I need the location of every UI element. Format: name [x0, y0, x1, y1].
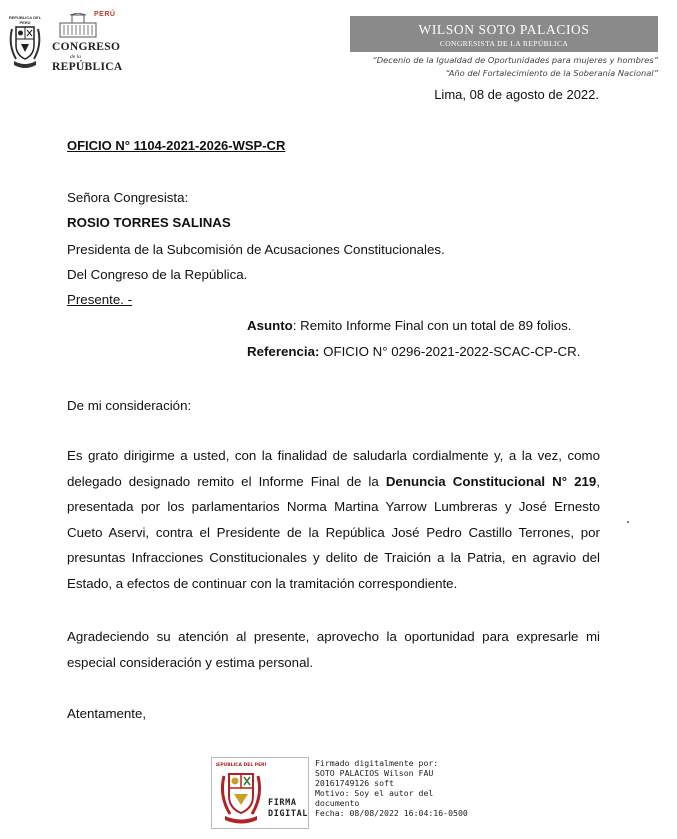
- recipient-role: Presidenta de la Subcomisión de Acusaciones Constitucionales.: [67, 242, 445, 257]
- body-paragraph-2: Agradeciendo su atención al presente, aprovecho la oportunidad para expresarle mi especial consideración y estima personal.: [67, 629, 600, 670]
- banner-subtitle: CONGRESISTA DE LA REPÚBLICA: [439, 39, 569, 48]
- recipient-name: ROSIO TORRES SALINAS: [67, 215, 231, 230]
- peru-crest-icon: [6, 15, 44, 73]
- asunto-line: [247, 318, 571, 333]
- signature-motivo-2: documento: [315, 798, 360, 808]
- referencia-line: [247, 344, 580, 359]
- stamp-caption: REPÚBLICA DEL PERÚ: [216, 763, 266, 768]
- oficio-reference-code: OFICIO N° 1104-2021-2026-WSP-CR: [67, 138, 286, 153]
- stamp-label-firma: FIRMA: [268, 798, 297, 808]
- congreso-logo: [52, 11, 124, 75]
- header-logos: [6, 11, 126, 77]
- stamp-label-digital: DIGITAL: [268, 809, 309, 819]
- congreso-word: CONGRESO: [52, 41, 121, 53]
- signed-by-label: Firmado digitalmente por:: [315, 758, 439, 768]
- body-paragraph-1: [67, 443, 600, 596]
- signer-ruc: 20161749126 soft: [315, 778, 394, 788]
- firma-digital-label: [268, 798, 308, 820]
- referencia-text: OFICIO N° 0296-2021-2022-SCAC-CP-CR.: [319, 344, 581, 359]
- paragraph1-part-b: , presentada por los parlamentarios Norma Martina Yarrow Lumbreras y José Ernesto Cueto Aservi, contra el Presidente de la República José Pedro Castillo Terrones, por presuntas Infracciones Constitucionales y delito de Traición a la Patria, en agravio del Estado, a efectos de continuar con la tramitación correspondiente.: [67, 473, 600, 591]
- letter-date: Lima, 08 de agosto de 2022.: [434, 87, 599, 102]
- asunto-label: Asunto: [247, 318, 293, 333]
- presente-line: Presente. -: [67, 292, 133, 307]
- congressman-banner: [350, 16, 658, 52]
- banner-name: WILSON SOTO PALACIOS: [418, 22, 590, 37]
- congress-building-icon: [58, 13, 98, 39]
- recipient-organization: Del Congreso de la República.: [67, 267, 248, 282]
- signature-motivo-1: Motivo: Soy el autor del: [315, 788, 434, 798]
- year-name: “Año del Fortalecimiento de la Soberanía Nacional”: [445, 68, 658, 78]
- referencia-label: Referencia:: [247, 344, 320, 359]
- congreso-de-la: de la: [70, 54, 81, 60]
- closing: Atentamente,: [67, 706, 147, 721]
- paragraph1-part-a: Es grato dirigirme a usted, con la finalidad de saludarla cordialmente y, a la vez, como delegado designado remito el Informe Final de la: [67, 448, 600, 489]
- stray-dot: [627, 521, 629, 523]
- digital-signature-stamp: [211, 757, 309, 829]
- signature-date: Fecha: 08/08/2022 16:04:16-0500: [315, 808, 468, 818]
- asunto-text: : Remito Informe Final con un total de 89 folios.: [292, 318, 572, 333]
- crest-caption: REPÚBLICA DEL PERÚ: [8, 15, 42, 25]
- salutation: Señora Congresista:: [67, 190, 189, 205]
- peru-crest-red-icon: [216, 760, 266, 826]
- signer-name: SOTO PALACIOS Wilson FAU: [315, 768, 434, 778]
- decade-name: “Decenio de la Igualdad de Oportunidades para mujeres y hombres”: [372, 55, 658, 65]
- denuncia-reference: Denuncia Constitucional N° 219: [385, 473, 597, 489]
- signature-details: [315, 758, 468, 818]
- congreso-republica: REPÚBLICA: [52, 61, 123, 73]
- peru-label: PERÚ: [94, 11, 116, 18]
- greeting: De mi consideración:: [67, 398, 192, 413]
